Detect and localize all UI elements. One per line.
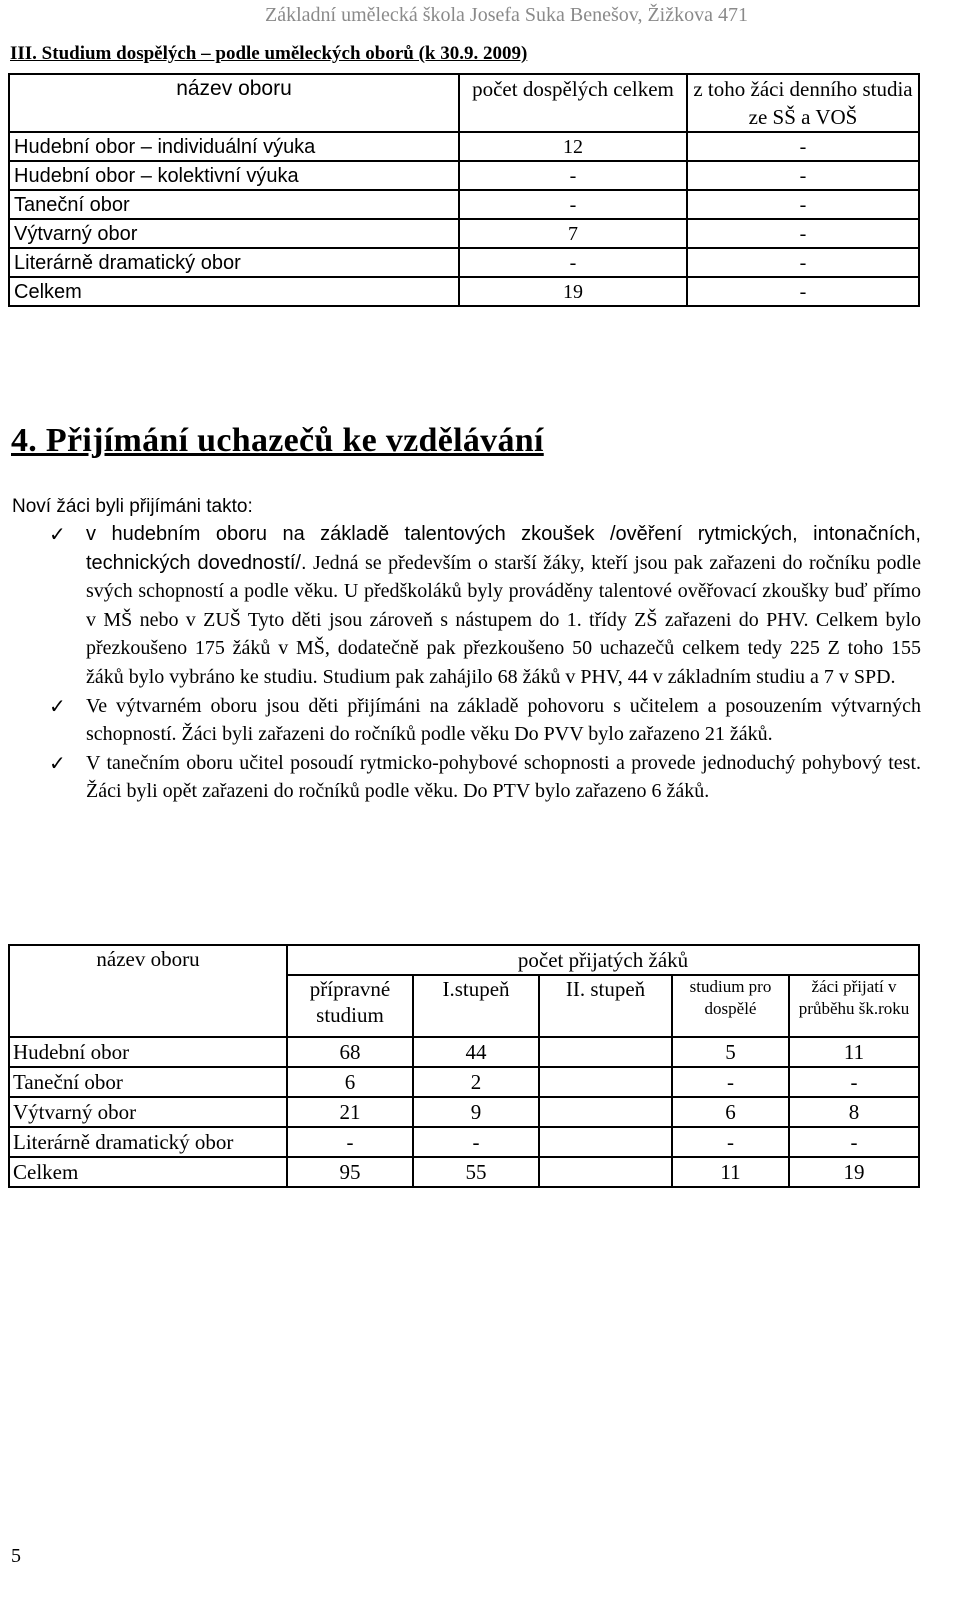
table-cell: 21 xyxy=(287,1097,413,1127)
table-cell xyxy=(539,1157,672,1187)
table-cell: 19 xyxy=(789,1157,919,1187)
page-header: Základní umělecká škola Josefa Suka Benešov, Žižkova 471 xyxy=(264,4,748,26)
list-item xyxy=(49,749,921,806)
table-cell xyxy=(539,1097,672,1127)
table-cell: 11 xyxy=(789,1037,919,1067)
adult-study-table xyxy=(8,73,920,307)
table-cell: 11 xyxy=(672,1157,789,1187)
bullet-text-sans: v hudebním oboru na základě talentových zkoušek /ověření rytmických, intonačních, technických dovedností/. xyxy=(86,523,921,574)
admissions-table xyxy=(8,944,920,1188)
table-cell: 19 xyxy=(459,277,687,306)
row-label: Celkem xyxy=(9,277,459,306)
column-header: název oboru xyxy=(9,945,287,1037)
table-cell: - xyxy=(789,1067,919,1097)
table-cell: - xyxy=(687,277,919,306)
column-header: počet dospělých celkem xyxy=(459,74,687,132)
check-icon: ✓ xyxy=(49,522,66,546)
table-row xyxy=(9,1097,919,1127)
table-row xyxy=(9,219,919,248)
table-cell: - xyxy=(687,132,919,161)
table-cell: 68 xyxy=(287,1037,413,1067)
table-cell: - xyxy=(413,1127,539,1157)
page-number: 5 xyxy=(11,1545,21,1567)
intro-text: Noví žáci byli přijímáni takto: xyxy=(12,496,253,517)
table-cell: - xyxy=(672,1127,789,1157)
list-item xyxy=(49,520,921,692)
table-cell: 9 xyxy=(413,1097,539,1127)
admission-list xyxy=(49,520,921,806)
row-label: Hudební obor – kolektivní výuka xyxy=(9,161,459,190)
table-cell: - xyxy=(459,248,687,277)
table-row xyxy=(9,132,919,161)
column-header: studium pro dospělé xyxy=(672,975,789,1037)
table-row xyxy=(9,1127,919,1157)
table-cell: 5 xyxy=(672,1037,789,1067)
column-header: přípravné studium xyxy=(287,975,413,1037)
row-label: Hudební obor – individuální výuka xyxy=(9,132,459,161)
table-cell: - xyxy=(687,190,919,219)
row-label: Taneční obor xyxy=(9,190,459,219)
table-cell: - xyxy=(789,1127,919,1157)
table-row-total xyxy=(9,1157,919,1187)
table-row xyxy=(9,248,919,277)
table-cell: 44 xyxy=(413,1037,539,1067)
table-cell: - xyxy=(287,1127,413,1157)
section-4-heading: 4. Přijímání uchazečů ke vzdělávání xyxy=(11,422,544,459)
check-icon: ✓ xyxy=(49,693,66,718)
check-icon: ✓ xyxy=(49,750,66,775)
table-cell: 95 xyxy=(287,1157,413,1187)
row-label: Literárně dramatický obor xyxy=(9,248,459,277)
row-label: Výtvarný obor xyxy=(9,219,459,248)
table-cell xyxy=(539,1037,672,1067)
table-cell: 12 xyxy=(459,132,687,161)
column-header: II. stupeň xyxy=(539,975,672,1037)
table-cell: 6 xyxy=(287,1067,413,1097)
table-cell: - xyxy=(687,248,919,277)
column-header: žáci přijatí v průběhu šk.roku xyxy=(789,975,919,1037)
row-label: Taneční obor xyxy=(9,1067,287,1097)
table-cell xyxy=(539,1127,672,1157)
table-header-row xyxy=(9,74,919,132)
table-cell xyxy=(539,1067,672,1097)
table-cell: 8 xyxy=(789,1097,919,1127)
row-label: Výtvarný obor xyxy=(9,1097,287,1127)
bullet-text: Ve výtvarném oboru jsou děti přijímáni na základě pohovoru s učitelem a posouzením výtvarných schopností. Žáci byli zařazeni do ročníků podle věku Do PVV bylo zařazeno 21 žáků. xyxy=(86,694,921,746)
table-row xyxy=(9,161,919,190)
table-cell: 55 xyxy=(413,1157,539,1187)
row-label: Literárně dramatický obor xyxy=(9,1127,287,1157)
column-header: I.stupeň xyxy=(413,975,539,1037)
table-cell: - xyxy=(459,190,687,219)
column-header: název oboru xyxy=(9,74,459,132)
column-header: z toho žáci denního studia ze SŠ a VOŠ xyxy=(687,74,919,132)
table-row xyxy=(9,1067,919,1097)
column-group-header: počet přijatých žáků xyxy=(287,945,919,975)
table-header-row xyxy=(9,945,919,975)
section-3-title: III. Studium dospělých – podle uměleckých oborů (k 30.9. 2009) xyxy=(10,43,528,64)
table-cell: 7 xyxy=(459,219,687,248)
table-cell: - xyxy=(687,161,919,190)
bullet-text: V tanečním oboru učitel posoudí rytmicko-pohybové schopnosti a provede jednoduchý pohybový test. Žáci byli opět zařazeni do ročníků podle věku. Do PTV bylo zařazeno 6 žáků. xyxy=(86,751,921,803)
table-cell: - xyxy=(459,161,687,190)
table-cell: - xyxy=(687,219,919,248)
table-cell: 6 xyxy=(672,1097,789,1127)
table-row xyxy=(9,190,919,219)
table-row-total xyxy=(9,277,919,306)
bullet-text: Jedná se především o starší žáky, kteří jsou pak zařazeni do ročníku podle svých schopností a podle věku. U předškoláků byly prováděny talentové ověřovací zkoušky buď přímo v MŠ nebo v ZUŠ Tyto děti jsou zároveň s nástupem do 1. třídy ZŠ zařazeni do PHV. Celkem bylo přezkoušeno 175 žáků v MŠ, dodatečně pak přezkoušeno 50 uchazečů celkem tedy 225 Z toho 155 žáků bylo vybráno ke studiu. Studium pak zahájilo 68 žáků v PHV, 44 v základním studiu a 7 v SPD. xyxy=(86,551,921,688)
table-cell: 2 xyxy=(413,1067,539,1097)
list-item xyxy=(49,692,921,749)
table-row xyxy=(9,1037,919,1067)
table-cell: - xyxy=(672,1067,789,1097)
row-label: Hudební obor xyxy=(9,1037,287,1067)
row-label: Celkem xyxy=(9,1157,287,1187)
